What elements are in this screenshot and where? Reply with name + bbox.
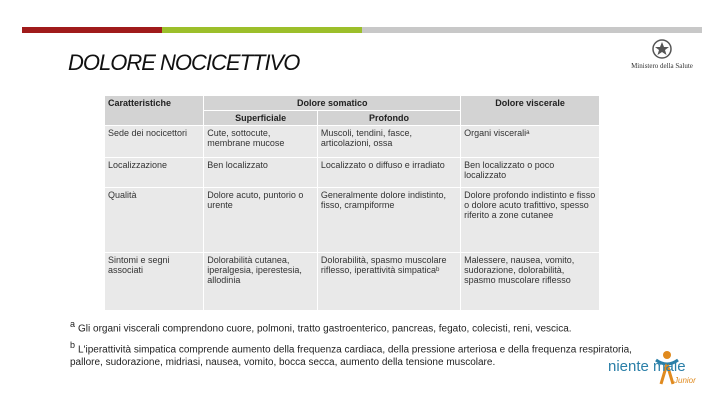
cell-viscerale: Malessere, nausea, vomito, sudorazione, dolorabilità, spasmo muscolare riflesso <box>461 252 599 310</box>
header-superficiale: Superficiale <box>204 111 318 126</box>
brand-sub: Junior <box>674 376 696 385</box>
footnote-marker: b <box>70 340 76 351</box>
cell-profondo: Localizzato o diffuso e irradiato <box>317 158 460 188</box>
table-row <box>105 252 599 310</box>
accent-grey <box>362 27 702 33</box>
header-viscerale: Dolore viscerale <box>461 96 599 126</box>
cell-viscerale: Organi visceraliᵃ <box>461 126 599 158</box>
header-profondo: Profondo <box>317 111 460 126</box>
cell-viscerale: Ben localizzato o poco localizzato <box>461 158 599 188</box>
footnote-text: L'iperattività simpatica comprende aumento della frequenza cardiaca, della pressione arteriosa e della frequenza respiratoria, pallore, sudorazione, midriasi, nausea, vomito, bocca secca, aumento della tensione muscolare. <box>70 344 632 368</box>
row-label: Qualità <box>105 188 204 253</box>
cell-superficiale: Cute, sottocute, membrane mucose <box>204 126 318 158</box>
ministry-logo <box>622 38 702 70</box>
pain-table <box>105 96 599 310</box>
table-row <box>105 126 599 158</box>
row-label: Sintomi e segni associati <box>105 252 204 310</box>
table-row <box>105 188 599 253</box>
cell-superficiale: Dolore acuto, puntorio o urente <box>204 188 318 253</box>
table-row <box>105 158 599 188</box>
cell-profondo: Generalmente dolore indistinto, fisso, crampiforme <box>317 188 460 253</box>
row-label: Localizzazione <box>105 158 204 188</box>
cell-superficiale: Ben localizzato <box>204 158 318 188</box>
footnote-text: Gli organi viscerali comprendono cuore, polmoni, tratto gastroenterico, pancreas, fegato, colecisti, reni, vescica. <box>78 323 572 335</box>
row-label: Sede dei nocicettori <box>105 126 204 158</box>
footnote-a <box>70 318 640 335</box>
niente-male-logo <box>608 350 708 390</box>
slide-title: DOLORE NOCICETTIVO <box>68 50 300 75</box>
logo-text: Ministero della Salute <box>631 62 693 70</box>
cell-profondo: Dolorabilità, spasmo muscolare riflesso, iperattività simpaticaᵇ <box>317 252 460 310</box>
brand-name: niente male <box>608 358 686 375</box>
cell-superficiale: Dolorabilità cutanea, iperalgesia, iperestesia, allodinia <box>204 252 318 310</box>
footnote-b <box>70 339 640 368</box>
header-somatico: Dolore somatico <box>204 96 461 111</box>
top-accent-bar <box>22 27 702 33</box>
footnotes <box>70 318 640 373</box>
header-caratteristiche: Caratteristiche <box>105 96 204 126</box>
emblem-icon <box>651 38 673 60</box>
accent-green <box>162 27 362 33</box>
accent-red <box>22 27 162 33</box>
cell-profondo: Muscoli, tendini, fasce, articolazioni, ossa <box>317 126 460 158</box>
footnote-marker: a <box>70 319 76 329</box>
cell-viscerale: Dolore profondo indistinto e fisso o dolore acuto trafittivo, spesso riferito a zone cutanee <box>461 188 599 253</box>
